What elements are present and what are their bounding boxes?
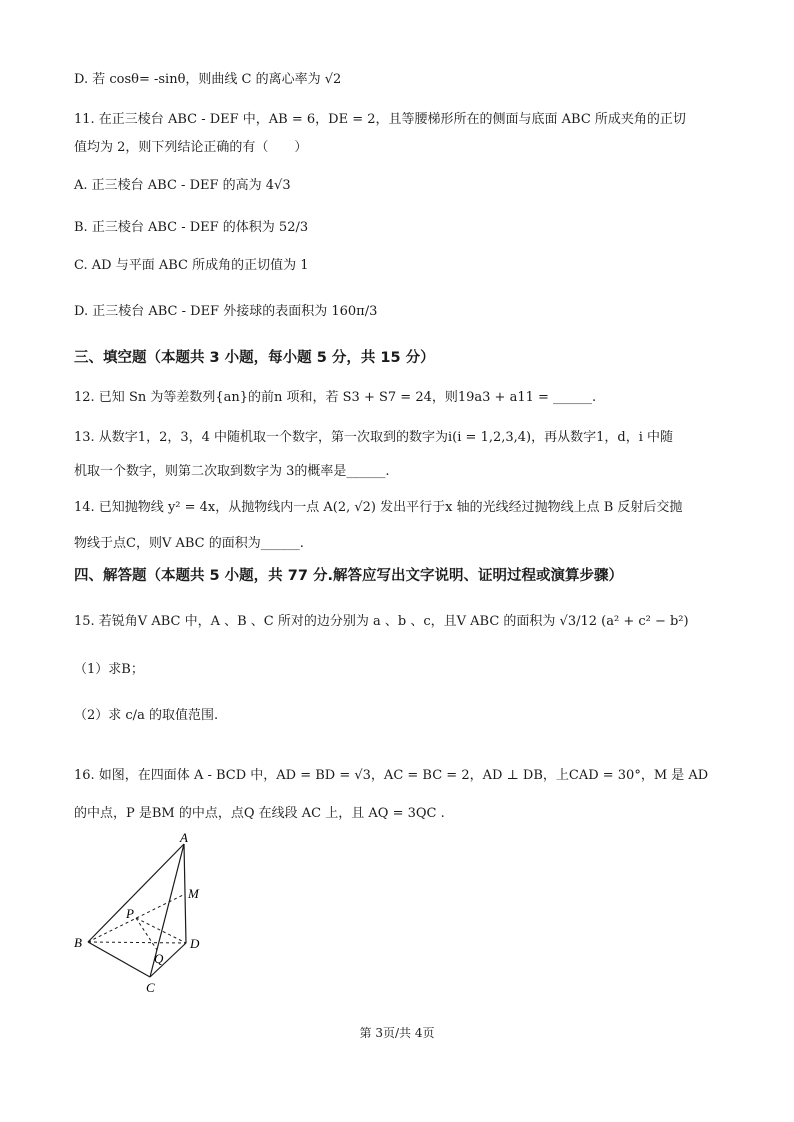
page-footer: 第 3页/共 4页 xyxy=(359,1026,435,1040)
label-m: M xyxy=(188,886,199,901)
q12: 12. 已知 Sn 为等差数列{an}的前n 项和，若 S3 + S7 = 24，则19a3 + a11 = ______. xyxy=(74,390,597,405)
q11-stem: 11. 在正三棱台 ABC - DEF 中，AB = 6，DE = 2，且等腰梯形所在的侧面与底面 ABC 所成夹角的正切 xyxy=(74,112,686,127)
segment-pq xyxy=(136,918,157,950)
edge-bc xyxy=(88,942,150,977)
q15-part2: （2）求 c/a 的取值范围. xyxy=(74,708,219,723)
q11-option-b: B. 正三棱台 ABC - DEF 的体积为 52/3 xyxy=(74,220,309,235)
q13: 13. 从数字1，2，3，4 中随机取一个数字，第一次取到的数字为i(i = 1,2,3,4)，再从数字1，d，i 中随 xyxy=(74,430,674,445)
label-q: Q xyxy=(154,951,164,966)
q16: 16. 如图，在四面体 A - BCD 中，AD = BD = √3，AC = BC = 2，AD ⊥ DB，上CAD = 30°，M 是 AD xyxy=(74,768,709,783)
q16-cont: 的中点，P 是BM 的中点，点Q 在线段 AC 上，且 AQ = 3QC . xyxy=(74,806,445,821)
section-4-heading: 四、解答题（本题共 5 小题，共 77 分.解答应写出文字说明、证明过程或演算步骤） xyxy=(74,568,623,584)
label-c: C xyxy=(146,980,155,995)
q11-option-a: A. 正三棱台 ABC - DEF 的高为 4√3 xyxy=(74,178,291,193)
q14-cont: 物线于点C，则V ABC 的面积为______. xyxy=(74,536,304,551)
q14: 14. 已知抛物线 y² = 4x，从抛物线内一点 A(2, √2) 发出平行于x 轴的光线经过抛物线上点 B 反射后交抛 xyxy=(74,500,683,515)
q10-option-d-text: D. 若 cosθ= -sinθ，则曲线 C 的离心率为 √2 xyxy=(74,72,342,87)
label-b: B xyxy=(74,935,82,950)
q11-option-c: C. AD 与平面 ABC 所成角的正切值为 1 xyxy=(74,258,309,273)
label-a: A xyxy=(180,832,188,845)
q13-cont: 机取一个数字，则第二次取到数字为 3的概率是______. xyxy=(74,464,390,479)
segment-pd xyxy=(136,918,186,943)
q10-option-d xyxy=(74,70,734,90)
tetrahedron-figure xyxy=(66,832,216,998)
q11-stem-cont: 值均为 2，则下列结论正确的有（ ） xyxy=(74,140,308,155)
label-p: P xyxy=(126,906,134,921)
q11-option-d: D. 正三棱台 ABC - DEF 外接球的表面积为 160π/3 xyxy=(74,304,378,319)
edge-bd xyxy=(88,942,186,943)
q15-part1: （1）求B； xyxy=(74,662,144,677)
q15: 15. 若锐角V ABC 中，A 、B 、C 所对的边分别为 a 、b 、c，且V ABC 的面积为 √3/12 (a² + c² − b²) xyxy=(74,614,689,629)
section-3-heading: 三、填空题（本题共 3 小题，每小题 5 分，共 15 分） xyxy=(74,350,435,366)
edge-ab xyxy=(88,844,184,942)
label-d: D xyxy=(190,936,200,951)
edge-ad xyxy=(184,844,186,943)
